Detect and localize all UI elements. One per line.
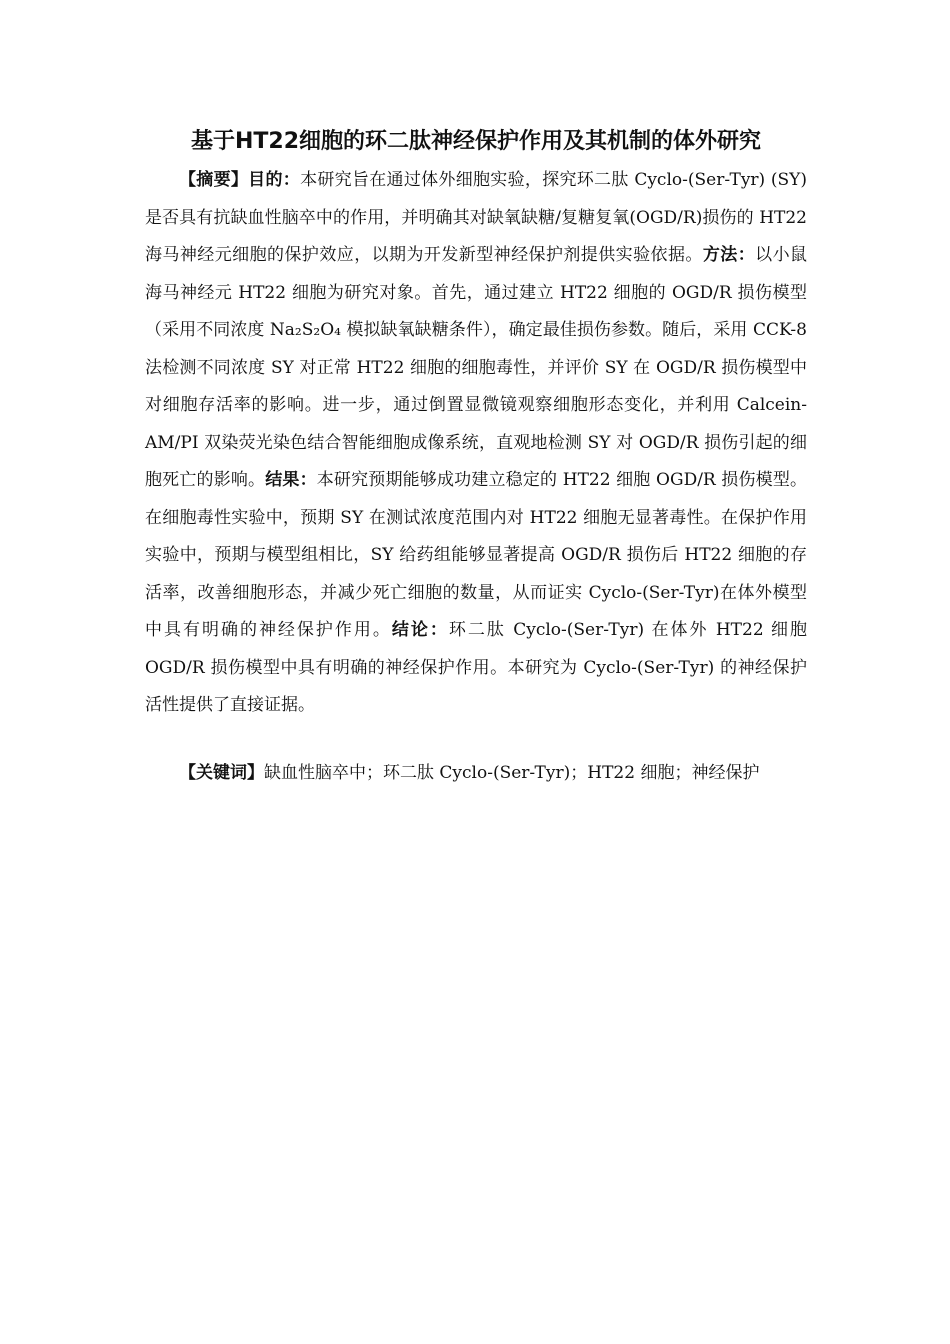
- abstract-heading: 【摘要】: [179, 170, 249, 190]
- methods-text: 以小鼠海马神经元 HT22 细胞为研究对象。首先，通过建立 HT22 细胞的 OGD/R 损伤模型（采用不同浓度 Na₂S₂O₄ 模拟缺氧缺糖条件），确定最佳损伤参数。随后，采用 CCK-8 法检测不同浓度 SY 对正常 HT22 细胞的细胞毒性，并评价 SY 在 OGD/R 损伤模型中对细胞存活率的影响。进一步，通过倒置显微镜观察细胞形态变化，并利用 Calcein-AM/PI 双染荧光染色结合智能细胞成像系统，直观地检测 SY 对 OGD/R 损伤引起的细胞死亡的影响。: [145, 245, 808, 490]
- paper-page: [145, 126, 807, 792]
- conclusion-text: 环二肽 Cyclo-(Ser-Tyr) 在体外 HT22 细胞 OGD/R 损伤模型中具有明确的神经保护作用。本研究为 Cyclo-(Ser-Tyr) 的神经保护活性提供了直接证据。: [145, 620, 808, 715]
- abstract-paragraph: [145, 162, 807, 725]
- keywords-heading: 【关键词】: [179, 762, 264, 783]
- paper-title: 基于HT22细胞的环二肽神经保护作用及其机制的体外研究: [190, 129, 762, 154]
- keywords-paragraph: [145, 755, 807, 792]
- conclusion-label: 结论：: [391, 620, 449, 640]
- methods-label: 方法：: [702, 245, 756, 265]
- results-text: 本研究预期能够成功建立稳定的 HT22 细胞 OGD/R 损伤模型。在细胞毒性实验中，预期 SY 在测试浓度范围内对 HT22 细胞无显著毒性。在保护作用实验中，预期与模型组相比，SY 给药组能够显著提高 OGD/R 损伤后 HT22 细胞的存活率，改善细胞形态，并减少死亡细胞的数量，从而证实 Cyclo-(Ser-Tyr)在体外模型中具有明确的神经保护作用。: [145, 470, 808, 640]
- results-label: 结果：: [265, 470, 317, 490]
- keywords-text: 缺血性脑卒中；环二肽 Cyclo-(Ser-Tyr)；HT22 细胞；神经保护: [264, 762, 760, 783]
- objective-text: 本研究旨在通过体外细胞实验，探究环二肽 Cyclo-(Ser-Tyr) (SY) 是否具有抗缺血性脑卒中的作用，并明确其对缺氧缺糖/复糖复氧(OGD/R)损伤的 HT22 海马神经元细胞的保护效应，以期为开发新型神经保护剂提供实验依据。: [145, 170, 808, 265]
- objective-label: 目的：: [248, 170, 301, 190]
